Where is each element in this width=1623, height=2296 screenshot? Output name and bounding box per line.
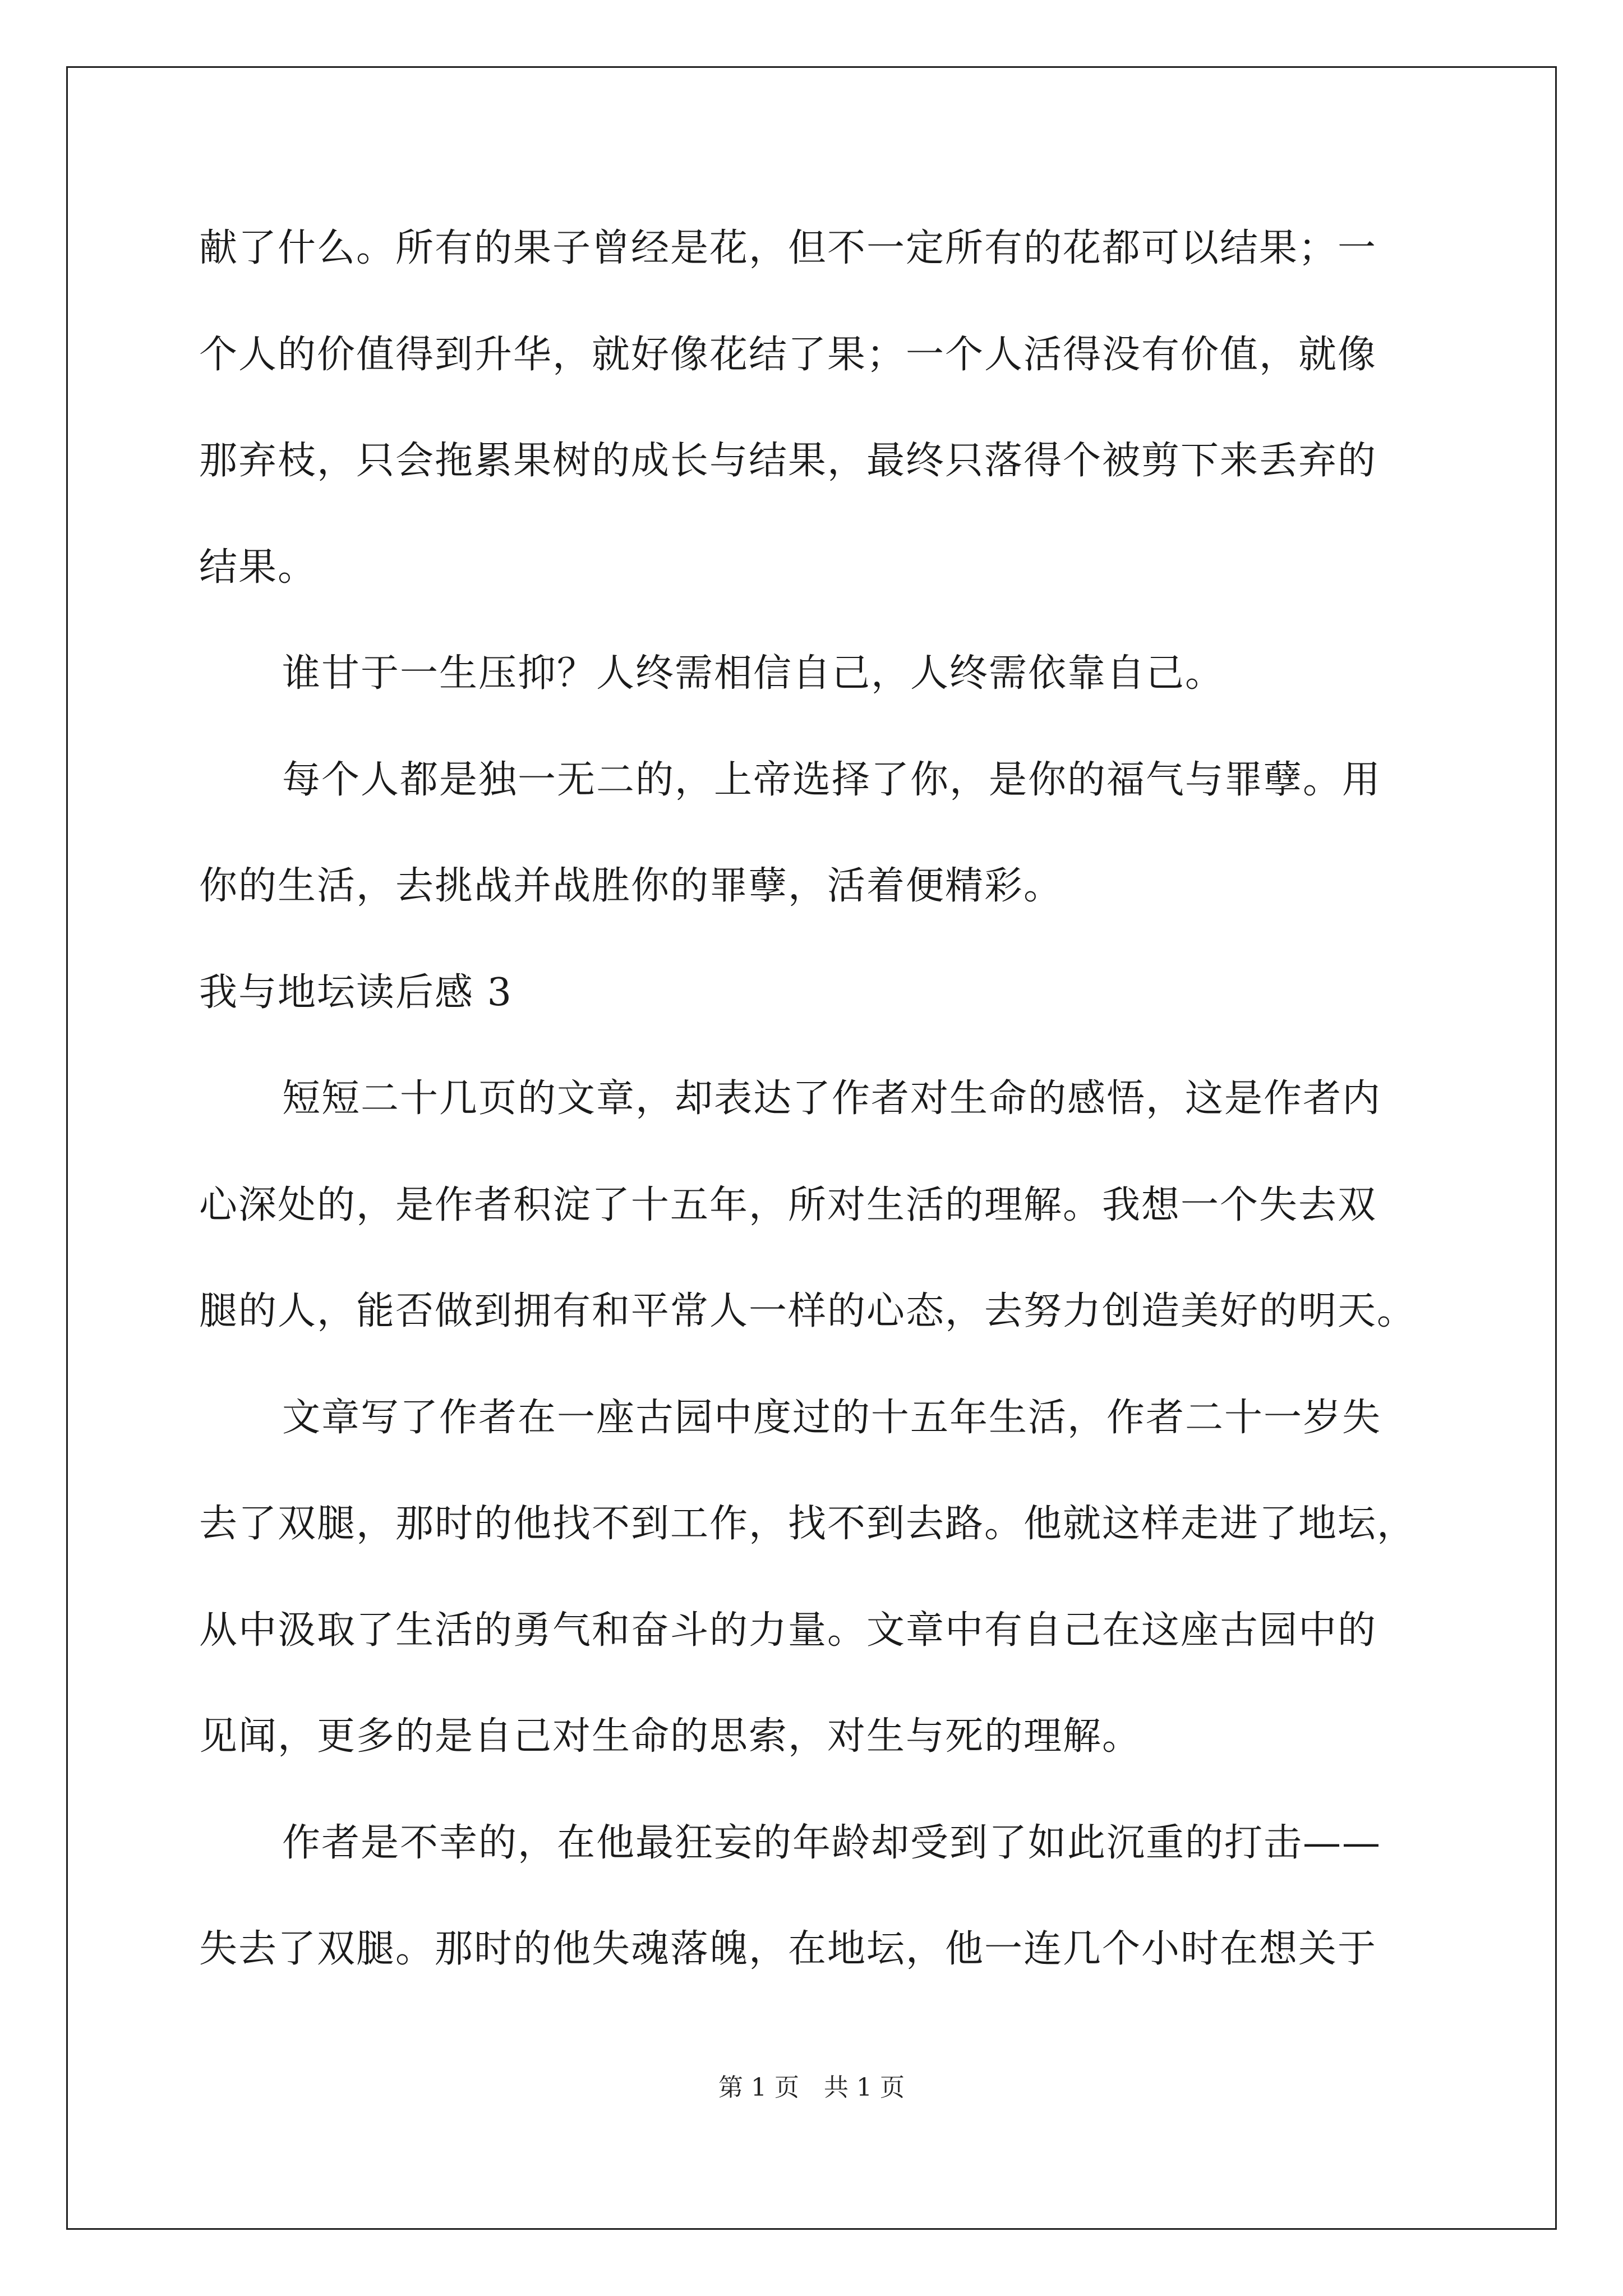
text-line: 文章写了作者在一座古园中度过的十五年生活，作者二十一岁失 — [282, 1395, 1382, 1440]
text-line: 心深处的，是作者积淀了十五年，所对生活的理解。我想一个失去双 — [199, 1182, 1377, 1227]
section-heading: 我与地坛读后感 3 — [199, 970, 513, 1015]
text-line: 失去了双腿。那时的他失魂落魄，在地坛，他一连几个小时在想关于 — [199, 1927, 1377, 1971]
text-line: 每个人都是独一无二的，上帝选择了你，是你的福气与罪孽。用 — [282, 757, 1382, 802]
text-line: 作者是不幸的，在他最狂妄的年龄却受到了如此沉重的打击—— — [282, 1820, 1382, 1865]
text-line: 你的生活，去挑战并战胜你的罪孽，活着便精彩。 — [199, 864, 1063, 908]
text-line: 腿的人，能否做到拥有和平常人一样的心态，去努力创造美好的明天。 — [199, 1289, 1417, 1333]
text-line: 短短二十几页的文章，却表达了作者对生命的感悟，这是作者内 — [282, 1076, 1382, 1121]
text-line: 个人的价值得到升华，就好像花结了果；一个人活得没有价值，就像 — [199, 332, 1377, 377]
text-line: 见闻，更多的是自己对生命的思索，对生与死的理解。 — [199, 1714, 1142, 1759]
page-number: 第 1 页 共 1 页 — [718, 2073, 905, 2102]
text-line: 去了双腿，那时的他找不到工作，找不到去路。他就这样走进了地坛， — [199, 1502, 1417, 1546]
text-line: 那弃枝，只会拖累果树的成长与结果，最终只落得个被剪下来丢弃的 — [199, 439, 1377, 483]
text-line: 结果。 — [199, 545, 317, 590]
text-line: 献了什么。所有的果子曾经是花，但不一定所有的花都可以结果；一 — [199, 226, 1377, 270]
text-line: 从中汲取了生活的勇气和奋斗的力量。文章中有自己在这座古园中的 — [199, 1608, 1377, 1653]
document-body — [199, 195, 1438, 2003]
text-line: 谁甘于一生压抑？人终需相信自己，人终需依靠自己。 — [282, 651, 1225, 696]
